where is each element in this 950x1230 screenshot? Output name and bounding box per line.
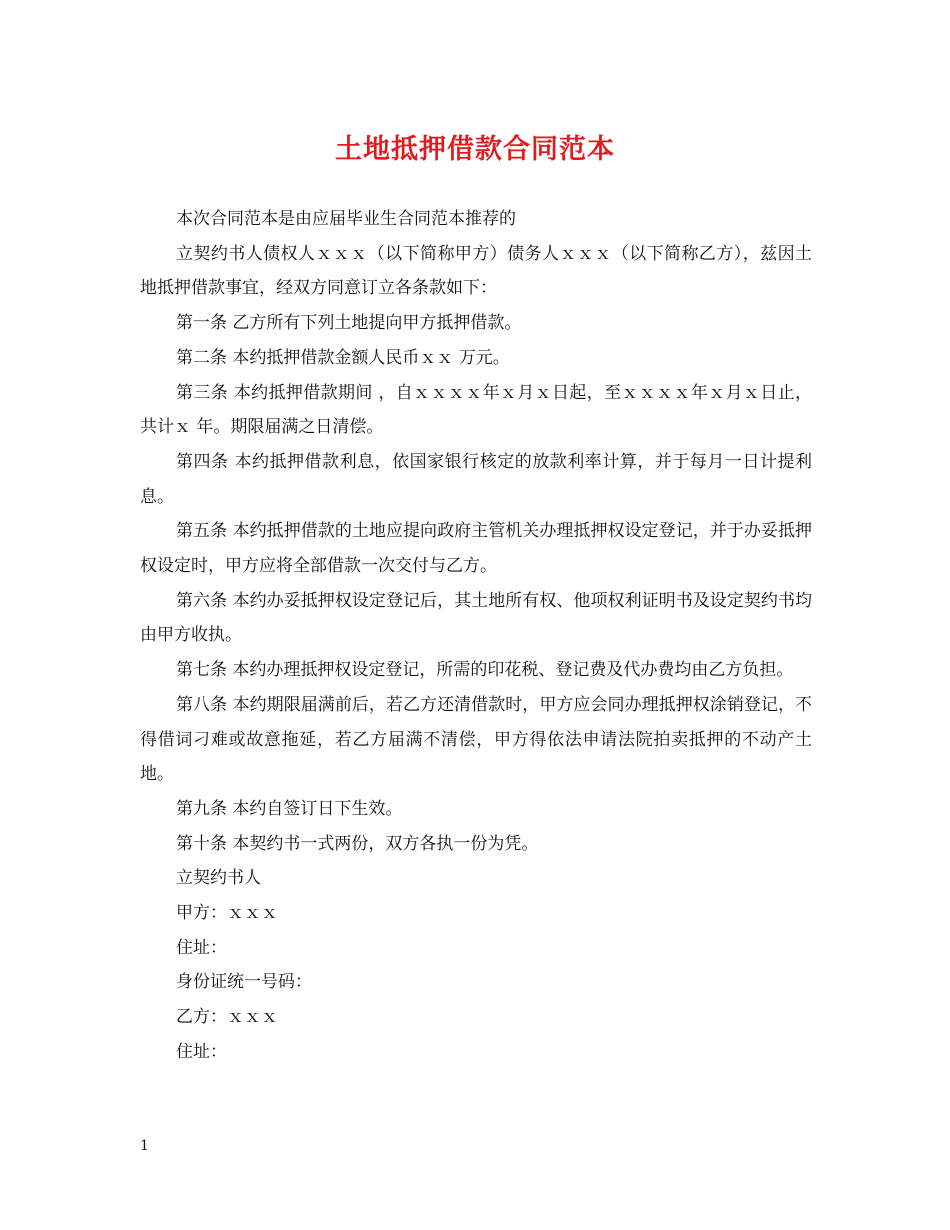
document-body <box>140 202 812 1070</box>
document-title: 土地抵押借款合同范本 <box>335 134 615 165</box>
article-4: 第四条 本约抵押借款利息，依国家银行核定的放款利率计算，并于每月一日计提利息。 <box>140 451 812 507</box>
party-a-name: 甲方：ｘｘｘ <box>176 903 278 924</box>
page-number: 1 <box>140 1138 149 1154</box>
party-a-address: 住址： <box>176 937 227 958</box>
article-5: 第五条 本约抵押借款的土地应提向政府主管机关办理抵押权设定登记，并于办妥抵押权设定时，甲方应将全部借款一次交付与乙方。 <box>140 521 812 577</box>
article-10: 第十条 本契约书一式两份，双方各执一份为凭。 <box>176 833 539 854</box>
article-1: 第一条 乙方所有下列土地提向甲方抵押借款。 <box>176 313 522 334</box>
signatories-heading: 立契约书人 <box>176 868 261 889</box>
article-6: 第六条 本约办妥抵押权设定登记后，其土地所有权、他项权利证明书及设定契约书均由甲方收执。 <box>140 590 812 646</box>
party-b-name: 乙方：ｘｘｘ <box>176 1007 278 1028</box>
party-a-id-number: 身份证统一号码： <box>176 972 312 993</box>
intro-paragraph: 本次合同范本是由应届毕业生合同范本推荐的 <box>176 209 516 229</box>
article-7: 第七条 本约办理抵押权设定登记，所需的印花税、登记费及代办费均由乙方负担。 <box>176 660 794 681</box>
article-9: 第九条 本约自签订日下生效。 <box>176 798 403 819</box>
article-2: 第二条 本约抵押借款金额人民币ｘｘ 万元。 <box>176 347 510 368</box>
party-b-address: 住址： <box>176 1041 227 1062</box>
article-8: 第八条 本约期限届满前后，若乙方还清借款时，甲方应会同办理抵押权涂销登记，不得借词刁难或故意拖延，若乙方届满不清偿，甲方得依法申请法院拍卖抵押的不动产土地。 <box>140 694 812 785</box>
article-3: 第三条 本约抵押借款期间 ，自ｘｘｘｘ年ｘ月ｘ日起，至ｘｘｘｘ年ｘ月ｘ日止，共计ｘ 年。期限届满之日清偿。 <box>140 382 812 438</box>
parties-paragraph: 立契约书人债权人ｘｘｘ（以下简称甲方）债务人ｘｘｘ（以下简称乙方），兹因土地抵押借款事宜，经双方同意订立各条款如下： <box>140 243 812 299</box>
